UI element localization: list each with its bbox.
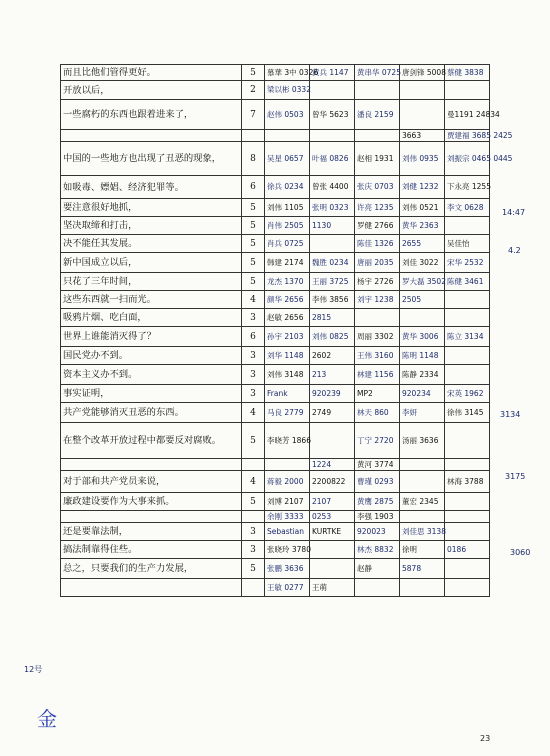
margin-note-left: 12号 [24,665,43,674]
signature-cell [445,459,490,471]
row-count: 5 [242,199,265,217]
signature-cell: 叶福 0826 [310,142,355,176]
signature-cell: 陈明 1148 [400,347,445,365]
signature-cell: 下永亮 1255 [445,176,490,199]
row-text: 对于部和共产党员来说， [61,471,242,493]
signature-cell: 张明 0323 [310,199,355,217]
row-text: 中国的一些地方也出现了丑恶的现象， [61,142,242,176]
signature-cell: 赵静 [355,559,400,579]
signature-cell: 黄串华 0725 [355,65,400,81]
row-count: 4 [242,403,265,423]
row-text: 如吸毒、嫖娼、经济犯罪等。 [61,176,242,199]
signature-cell: 林海 3788 [445,471,490,493]
row-count: 5 [242,253,265,273]
row-text: 共产党能够消灭丑恶的东西。 [61,403,242,423]
row-count: 5 [242,559,265,579]
signature-cell: 颜华 2656 [265,291,310,309]
table-row [61,199,490,217]
signature-cell: 刘伟 1105 [265,199,310,217]
signature-cell: 李强 1903 [355,511,400,523]
row-text [61,511,242,523]
signature-cell: 王敏 0277 [265,579,310,597]
signature-cell [445,365,490,385]
signature-cell: 3663 [400,130,445,142]
signature-cell: 宋华 2532 [445,253,490,273]
signature-cell [445,493,490,511]
signature-cell: 刘伟 3148 [265,365,310,385]
table-row [61,100,490,130]
row-count: 5 [242,217,265,235]
signature-cell: 贾建福 3685 2425 [445,130,490,142]
signature-cell: 2200822 [310,471,355,493]
signature-cell: 罗大磊 3502 [400,273,445,291]
signature-cell [355,309,400,327]
signature-cell [265,130,310,142]
table-row [61,291,490,309]
signature-cell [355,579,400,597]
row-text [61,579,242,597]
signature-cell: 刘华 1148 [265,347,310,365]
signature-cell: 唐丽 2035 [355,253,400,273]
signature-cell: 1224 [310,459,355,471]
row-count: 3 [242,365,265,385]
table-row [61,327,490,347]
signature-cell: 余刚 3333 [265,511,310,523]
row-count [242,579,265,597]
signature-cell: 王伟 3160 [355,347,400,365]
table-row [61,523,490,541]
row-count [242,130,265,142]
signature-cell [400,459,445,471]
signature-cell: 刘博 2107 [265,493,310,511]
table-row [61,459,490,471]
signature-cell: 丁宁 2720 [355,423,400,459]
signature-cell: 920234 [400,385,445,403]
signature-cell: Frank [265,385,310,403]
table-row [61,541,490,559]
row-count: 8 [242,142,265,176]
row-count: 5 [242,273,265,291]
signature-cell: 黄华 3006 [400,327,445,347]
signature-cell: Sebastian [265,523,310,541]
row-count: 3 [242,523,265,541]
signature-cell [445,309,490,327]
signature-cell [445,511,490,523]
table-row [61,347,490,365]
row-text: 总之，只要我们的生产力发展， [61,559,242,579]
table-row [61,559,490,579]
signature-cell: 213 [310,365,355,385]
row-text: 世界上谁能消灭得了？ [61,327,242,347]
row-text: 决不能任其发展。 [61,235,242,253]
signature-cell: 周丽 3302 [355,327,400,347]
signature-cell: 2602 [310,347,355,365]
signature-cell: 龙杰 1370 [265,273,310,291]
signature-cell: 赵伟 0503 [265,100,310,130]
signature-cell: 宋英 1962 [445,385,490,403]
table-row [61,309,490,327]
signature-cell [400,100,445,130]
margin-note-right-5: 3060 [510,548,531,557]
row-count: 5 [242,235,265,253]
signature-cell: 920023 [355,523,400,541]
signature-cell: 2107 [310,493,355,511]
signature-cell: 林建 1156 [355,365,400,385]
table-row [61,142,490,176]
signature-cell [400,511,445,523]
signature-cell [445,523,490,541]
signature-cell [445,291,490,309]
row-count: 3 [242,309,265,327]
signature-cell [400,471,445,493]
signature-cell: 张庆 0703 [355,176,400,199]
signature-cell: 蔡健 3838 [445,65,490,81]
row-count: 5 [242,423,265,459]
signature-cell: 陈健 3461 [445,273,490,291]
signature-cell: 黄河 3774 [355,459,400,471]
signature-cell: 林杰 8832 [355,541,400,559]
signature-cell [310,81,355,100]
table-row [61,253,490,273]
row-count: 6 [242,327,265,347]
signature-cell: 张晓玲 3780 [265,541,310,559]
row-text: 要注意很好地抓， [61,199,242,217]
row-count [242,459,265,471]
signature-cell [355,130,400,142]
signature-cell: 1130 [310,217,355,235]
row-text: 开放以后， [61,81,242,100]
margin-note-right-1: 14:47 [502,208,526,217]
row-count [242,511,265,523]
row-text: 资本主义办不到。 [61,365,242,385]
row-text: 而且比他们管得更好。 [61,65,242,81]
signature-cell: 王萌 [310,579,355,597]
table-row [61,65,490,81]
signature-cell: 黄兵 1147 [310,65,355,81]
signature-cell: 920239 [310,385,355,403]
signature-cell: 李文 0628 [445,199,490,217]
signature-cell [310,130,355,142]
signature-cell: 林天 860 [355,403,400,423]
signature-cell: 潘良 2159 [355,100,400,130]
signature-cell: 赵相 1931 [355,142,400,176]
table-row [61,511,490,523]
signature-cell: 李妍 [400,403,445,423]
signature-cell: 许亮 1235 [355,199,400,217]
row-count: 4 [242,291,265,309]
signature-cell: 梁以彬 0332 [265,81,310,100]
row-count: 5 [242,493,265,511]
table-row [61,130,490,142]
signature-cell: 刘伟 0825 [310,327,355,347]
signature-cell [310,235,355,253]
signature-cell: 徐明 [400,541,445,559]
row-text: 吸鸦片烟、吃白面， [61,309,242,327]
signature-cell: 肖兵 0725 [265,235,310,253]
signature-cell: 吴星 0657 [265,142,310,176]
signature-cell: 肖伟 2505 [265,217,310,235]
margin-note-right-2: 4.2 [508,246,521,255]
signature-cell [400,81,445,100]
signature-cell: 唐剑锋 5008 [400,65,445,81]
table-row [61,579,490,597]
signature-cell [265,459,310,471]
signature-cell: 曾张 4400 [310,176,355,199]
row-count: 4 [242,471,265,493]
row-count: 6 [242,176,265,199]
signature-cell [355,81,400,100]
signature-cell [310,559,355,579]
table-row [61,273,490,291]
margin-note-right-3: 3134 [500,410,521,419]
table-row [61,385,490,403]
row-text: 这些东西就一扫而光。 [61,291,242,309]
table-row [61,235,490,253]
signature-cell: 韩建 2174 [265,253,310,273]
signature-cell: 李伟 3856 [310,291,355,309]
signature-cell: 刘健 1232 [400,176,445,199]
table-row [61,403,490,423]
row-text: 事实证明， [61,385,242,403]
signature-cell: 徐兵 0234 [265,176,310,199]
signature-cell: 曾华 5623 [310,100,355,130]
signature-cell [310,541,355,559]
row-count: 2 [242,81,265,100]
signature-cell: 黄鹰 2875 [355,493,400,511]
signature-cell: 陈佳 1326 [355,235,400,253]
signature-cell: 孙宇 2103 [265,327,310,347]
row-text: 新中国成立以后， [61,253,242,273]
row-text: 国民党办不到。 [61,347,242,365]
signature-cell: 马良 2779 [265,403,310,423]
table-row [61,471,490,493]
signature-cell: 刘佳思 3138 [400,523,445,541]
signature-cell: 杨宇 2726 [355,273,400,291]
row-count: 7 [242,100,265,130]
signature-cell [445,81,490,100]
row-text [61,459,242,471]
row-text: 廉政建设要作为大事来抓。 [61,493,242,511]
stamp-mark: 金 [37,707,57,731]
signature-cell: 陈立 3134 [445,327,490,347]
signature-cell: 0253 [310,511,355,523]
signature-cell: 董宏 2345 [400,493,445,511]
margin-note-right-4: 3175 [505,472,526,481]
signature-cell: 0186 [445,541,490,559]
row-text: 搞法制靠得住些。 [61,541,242,559]
signature-cell [445,217,490,235]
table-row [61,423,490,459]
signature-cell: 张鹏 3636 [265,559,310,579]
signature-cell: 慕華 3中 0326 [265,65,310,81]
signature-cell [445,423,490,459]
signature-cell: 刘宇 1238 [355,291,400,309]
signature-cell: MP2 [355,385,400,403]
signature-cell: 黄华 2363 [400,217,445,235]
signature-cell [445,559,490,579]
signature-cell: 曹瑾 0293 [355,471,400,493]
signature-cell: 李晓芳 1866 [265,423,310,459]
signature-table [60,64,513,597]
signature-cell [445,579,490,597]
table-row [61,176,490,199]
row-text: 一些腐朽的东西也跟着进来了， [61,100,242,130]
table-row [61,217,490,235]
signature-cell: 5878 [400,559,445,579]
row-count: 3 [242,385,265,403]
signature-cell: 罗健 2766 [355,217,400,235]
signature-cell: 王丽 3725 [310,273,355,291]
table-row [61,81,490,100]
row-text [61,130,242,142]
signature-cell: 2749 [310,403,355,423]
signature-cell: 魏胜 0234 [310,253,355,273]
row-text: 在整个改革开放过程中都要反对腐败。 [61,423,242,459]
signature-cell: 刘伟 0521 [400,199,445,217]
signature-cell: 刘伟 0935 [400,142,445,176]
signature-cell: 徐伟 3145 [445,403,490,423]
page-number: 23 [480,734,491,743]
signature-cell: 蒋毅 2000 [265,471,310,493]
row-text: 还是要靠法制， [61,523,242,541]
row-count: 3 [242,347,265,365]
table-row [61,493,490,511]
signature-cell: KURTKE [310,523,355,541]
signature-cell: 刘振宗 0465 0445 [445,142,490,176]
signature-cell [400,579,445,597]
signature-cell: 2815 [310,309,355,327]
signature-cell [400,309,445,327]
table-row [61,365,490,385]
signature-cell: 曼1191 24834 [445,100,490,130]
signature-cell: 汤丽 3636 [400,423,445,459]
signature-cell: 陈静 2334 [400,365,445,385]
row-text: 只花了三年时间， [61,273,242,291]
row-text: 坚决取缔和打击， [61,217,242,235]
signature-cell: 刘佳 3022 [400,253,445,273]
signature-cell: 2505 [400,291,445,309]
row-count: 3 [242,541,265,559]
signature-cell: 吴佳怡 [445,235,490,253]
signature-cell: 2655 [400,235,445,253]
signature-cell [310,423,355,459]
signature-cell: 赵敏 2656 [265,309,310,327]
signature-cell [445,347,490,365]
row-count: 5 [242,65,265,81]
